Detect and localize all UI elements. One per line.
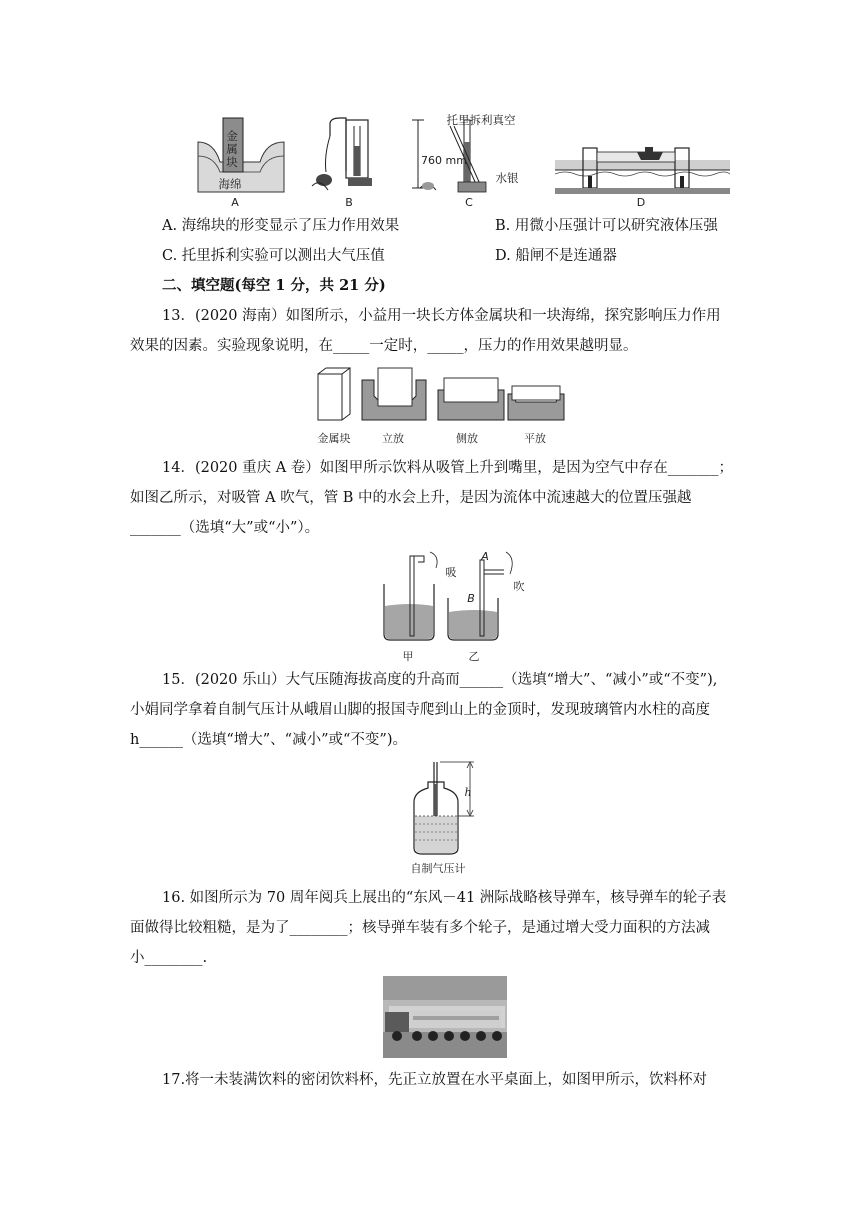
figure-d-ship-lock <box>555 138 730 196</box>
q13-line-1: 13．(2020 海南）如图所示，小益用一块长方体金属块和一块海绵，探究影响压力作用 <box>162 308 721 324</box>
q14-line-1: 14．(2020 重庆 A 卷）如图甲所示饮料从吸管上升到嘴里，是因为空气中存在_______； <box>162 460 734 476</box>
figure-c-vacuum-label: 托里拆利真空 <box>446 113 516 127</box>
q14-label-jia: 甲 <box>402 650 414 663</box>
figure-a-sponge-block <box>196 116 286 206</box>
q14-label-blow: 吹 <box>513 580 525 593</box>
figure-c-height-label: 760 mm <box>421 154 467 167</box>
q16-line-3: 小________. <box>130 950 208 966</box>
q14-line-3: _______（选填“大”或“小”）。 <box>130 520 320 536</box>
q12-option-c: C. 托里拆利实验可以测出大气压值 <box>162 248 385 264</box>
q16-photo-missile-vehicle <box>383 976 507 1058</box>
figure-b-pressure-gauge <box>310 116 380 196</box>
q15-line-1: 15．(2020 乐山）大气压随海拔高度的升高而______（选填“增大”、“减小”或“不变”), <box>162 672 718 688</box>
q13-caption-upright: 立放 <box>382 432 404 445</box>
section-heading-fill-blank: 二、填空题(每空 1 分，共 21 分) <box>162 277 386 294</box>
q13-figure-blocks <box>316 366 566 422</box>
q14-figure-beakers <box>380 548 520 644</box>
figure-a-sponge-label: 海绵 <box>218 177 242 191</box>
q17-line-1: 17.将一未装满饮料的密闭饮料杯，先正立放置在水平桌面上，如图甲所示，饮料杯对 <box>162 1072 708 1088</box>
q15-figure-h: h <box>464 786 472 799</box>
figure-a-label: A <box>231 196 239 209</box>
q13-caption-side: 侧放 <box>456 432 478 445</box>
q12-option-d: D. 船闸不是连通器 <box>495 248 617 264</box>
q14-label-yi: 乙 <box>468 650 480 663</box>
q15-caption: 自制气压计 <box>410 862 466 875</box>
figure-b-label: B <box>345 196 353 209</box>
q16-line-1: 16. 如图所示为 70 周年阅兵上展出的“东风－41 洲际战略核导弹车，核导弹车的轮子表 <box>162 890 727 906</box>
q13-caption-block: 金属块 <box>317 432 351 445</box>
q15-figure-barometer <box>404 754 480 858</box>
q13-caption-flat: 平放 <box>524 432 546 445</box>
q15-line-3: h______（选填“增大”、“减小”或“不变”)。 <box>130 732 407 748</box>
q14-label-tube-a: A <box>481 550 489 563</box>
q12-option-b: B. 用微小压强计可以研究液体压强 <box>495 218 718 234</box>
figure-c-label: C <box>465 196 473 209</box>
q16-line-2: 面做得比较粗糙，是为了________；核导弹车装有多个轮子，是通过增大受力面积的方法减 <box>130 920 710 936</box>
q15-line-2: 小娟同学拿着自制气压计从峨眉山脚的报国寺爬到山上的金顶时，发现玻璃管内水柱的高度 <box>130 702 710 718</box>
q14-label-suck: 吸 <box>445 566 457 579</box>
q14-line-2: 如图乙所示，对吸管 A 吹气，管 B 中的水会上升，是因为流体中流速越大的位置压强越 <box>130 490 692 506</box>
figure-d-label: D <box>636 196 646 209</box>
q14-label-tube-b: B <box>467 592 475 605</box>
q12-option-a: A. 海绵块的形变显示了压力作用效果 <box>162 218 400 234</box>
figure-c-mercury-label: 水银 <box>495 171 519 185</box>
q13-line-2: 效果的因素。实验现象说明，在_____一定时，_____，压力的作用效果越明显。 <box>130 338 638 354</box>
figure-a-block-label: 金属块 <box>226 129 238 169</box>
